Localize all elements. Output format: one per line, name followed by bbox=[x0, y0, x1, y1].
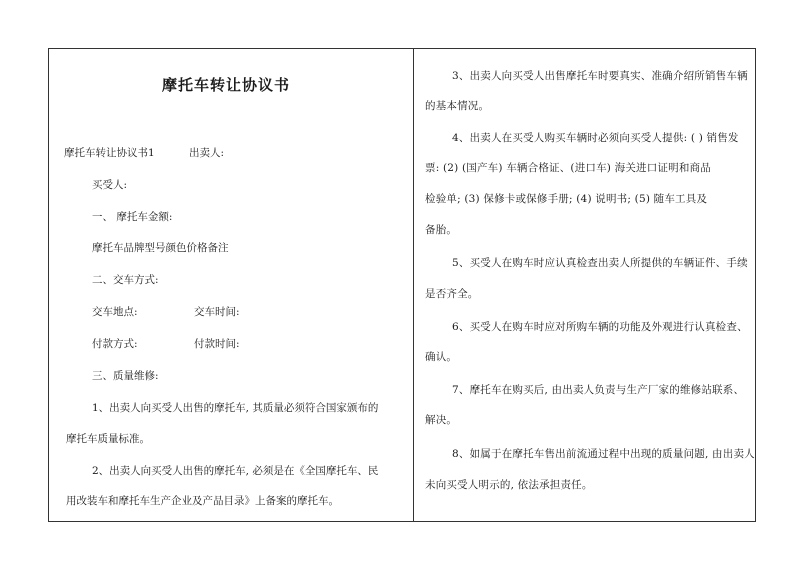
section-2-heading: 二、交车方式: bbox=[92, 274, 159, 286]
item-5-line-1: 5、买受人在购车时应认真检查出卖人所提供的车辆证件、手续 bbox=[452, 257, 748, 269]
item-5-line-2: 是否齐全。 bbox=[425, 288, 479, 300]
item-6-line-2: 确认。 bbox=[425, 351, 458, 363]
payment-time-label: 付款时间: bbox=[194, 338, 240, 350]
document-title: 摩托车转让协议书 bbox=[162, 76, 291, 94]
item-8-line-2: 未向买受人明示的, 依法承担责任。 bbox=[425, 479, 593, 491]
item-1-line-2: 摩托车质量标准。 bbox=[66, 433, 150, 445]
section-1-heading: 一、 摩托车金额: bbox=[92, 211, 173, 223]
item-7-line-1: 7、摩托车在购买后, 由出卖人负责与生产厂家的维修站联系、 bbox=[452, 384, 745, 396]
item-4-line-3: 检验单; (3) 保修卡或保修手册; (4) 说明书; (5) 随车工具及 bbox=[425, 193, 708, 205]
buyer-label: 买受人: bbox=[92, 179, 128, 191]
delivery-place-label: 交车地点: bbox=[92, 306, 138, 318]
item-4-line-1: 4、出卖人在买受人购买车辆时必须向买受人提供: ( ) 销售发 bbox=[452, 132, 739, 144]
item-2-line-1: 2、出卖人向买受人出售的摩托车, 必须是在《全国摩托车、民 bbox=[92, 465, 379, 477]
vehicle-columns: 摩托车品牌型号颜色价格备注 bbox=[92, 242, 229, 254]
column-divider bbox=[413, 48, 414, 522]
item-8-line-1: 8、如属于在摩托车售出前流通过程中出现的质量问题, 由出卖人 bbox=[452, 448, 755, 460]
item-2-line-2: 用改装车和摩托车生产企业及产品目录》上备案的摩托车。 bbox=[66, 495, 339, 507]
item-4-line-2: 票: (2) (国产车) 车辆合格证、(进口车) 海关进口证明和商品 bbox=[425, 162, 711, 174]
header-label: 摩托车转让协议书1 bbox=[64, 147, 155, 159]
item-7-line-2: 解决。 bbox=[425, 414, 458, 426]
delivery-time-label: 交车时间: bbox=[194, 306, 240, 318]
item-6-line-1: 6、买受人在购车时应对所购车辆的功能及外观进行认真检查、 bbox=[452, 321, 748, 333]
seller-label: 出卖人: bbox=[189, 147, 225, 159]
item-3-line-1: 3、出卖人向买受人出售摩托车时要真实、准确介绍所销售车辆 bbox=[452, 70, 748, 82]
item-1-line-1: 1、出卖人向买受人出售的摩托车, 其质量必须符合国家颁布的 bbox=[92, 402, 379, 414]
item-4-line-4: 备胎。 bbox=[425, 224, 458, 236]
item-3-line-2: 的基本情况。 bbox=[425, 100, 490, 112]
payment-method-label: 付款方式: bbox=[92, 338, 138, 350]
section-3-heading: 三、质量维修: bbox=[92, 370, 159, 382]
